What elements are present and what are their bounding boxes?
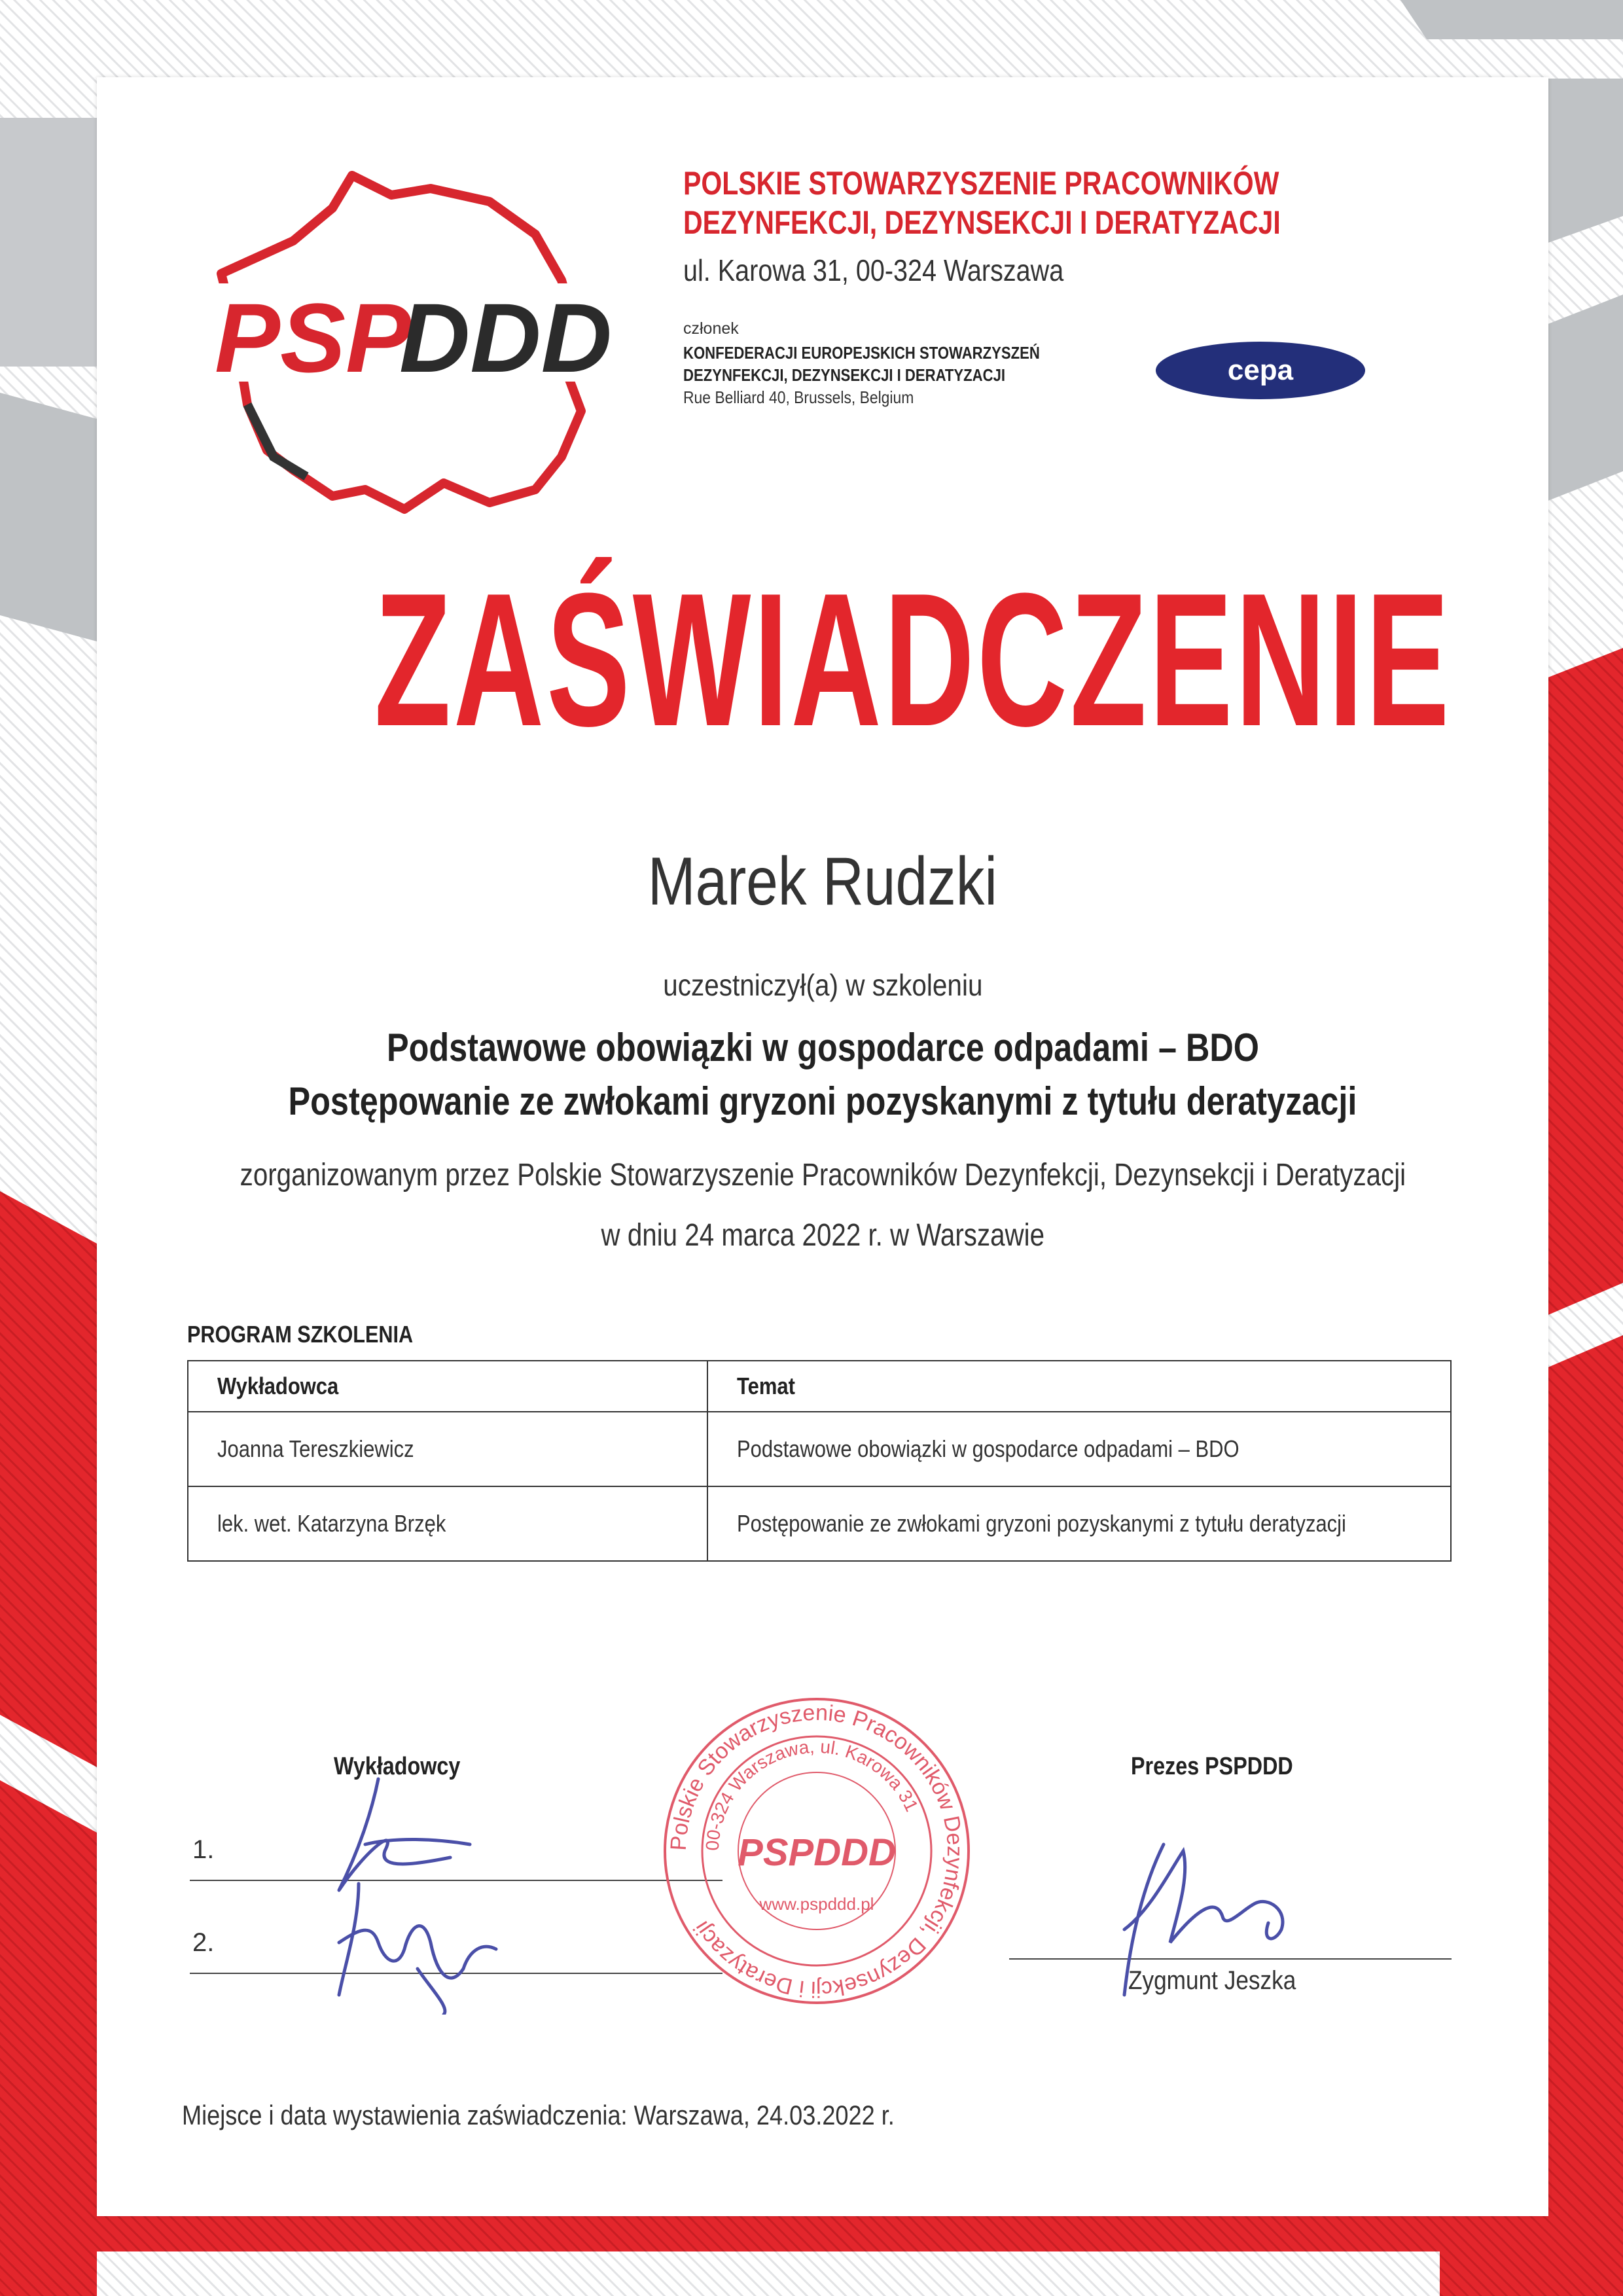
- lecturers-label: Wykładowcy: [334, 1753, 461, 1780]
- org-name: POLSKIE STOWARZYSZENIE PRACOWNIKÓW DEZYNFEKCJI, DEZYNSEKCJI I DERATYZACJI: [683, 165, 1281, 241]
- program-title: PROGRAM SZKOLENIA: [187, 1321, 414, 1348]
- stamp-inner-text: 00-324 Warszawa, ul. Karowa 31: [702, 1736, 923, 1852]
- topic-cell: Postępowanie ze zwłokami gryzoni pozyskanymi z tytułu deratyzacji: [707, 1486, 1451, 1561]
- president-name: Zygmunt Jeszka: [1128, 1966, 1296, 1995]
- course-title-2: Postępowanie ze zwłokami gryzoni pozyskanymi z tytułu deratyzacji: [288, 1079, 1357, 1123]
- cepa-logo: [1154, 339, 1367, 402]
- logo-text-ddd: DDD: [399, 283, 612, 393]
- participated-text: uczestniczył(a) w szkoleniu: [662, 968, 983, 1002]
- logo-text-psp: PSP: [215, 283, 412, 393]
- topic-cell: Podstawowe obowiązki w gospodarce odpadami – BDO: [707, 1412, 1451, 1486]
- signature-2: [319, 1871, 509, 2015]
- certificate-title: ZAŚWIADCZENIE: [374, 554, 1452, 766]
- president-label: Prezes PSPDDD: [1131, 1753, 1293, 1780]
- lecturer-cell: Joanna Tereszkiewicz: [188, 1412, 707, 1486]
- table-row: [188, 1486, 1451, 1561]
- member-label: członek: [683, 319, 739, 338]
- issue-place-date: Miejsce i data wystawienia zaświadczenia: Warszawa, 24.03.2022 r.: [182, 2100, 895, 2130]
- table-header-row: [188, 1361, 1451, 1412]
- stamp-outer-text: Polskie Stowarzyszenie Pracowników Dezynfekcji, Dezynsekcji i Deratyzacji: [666, 1700, 968, 2002]
- program-table: [187, 1360, 1452, 1562]
- pspddd-logo: [195, 162, 620, 529]
- course-title-1: Podstawowe obowiązki w gospodarce odpadami – BDO: [386, 1026, 1259, 1069]
- organized-by: zorganizowanym przez Polskie Stowarzyszenie Pracowników Dezynfekcji, Dezynsekcji i Deratyzacji: [240, 1158, 1406, 1193]
- column-header-topic: Temat: [707, 1361, 1451, 1412]
- certificate-sheet: [97, 77, 1548, 2216]
- table-row: [188, 1412, 1451, 1486]
- cepa-text: cepa: [1227, 354, 1294, 386]
- confederation-address: Rue Belliard 40, Brussels, Belgium: [683, 387, 914, 407]
- signature-line-1-number: 1.: [192, 1835, 215, 1864]
- participant-name: Marek Rudzki: [647, 844, 998, 920]
- lecturer-cell: lek. wet. Katarzyna Brzęk: [188, 1486, 707, 1561]
- stamp-center-text: PSPDDD: [738, 1831, 896, 1874]
- confederation-name: KONFEDERACJI EUROPEJSKICH STOWARZYSZEŃ DEZYNFEKCJI, DEZYNSEKCJI I DERATYZACJI: [683, 343, 1040, 385]
- stamp-url: www.pspddd.pl: [759, 1894, 874, 1914]
- org-address: ul. Karowa 31, 00-324 Warszawa: [683, 253, 1064, 287]
- date-place: w dniu 24 marca 2022 r. w Warszawie: [601, 1218, 1044, 1253]
- official-stamp: [660, 1694, 974, 2008]
- column-header-lecturer: Wykładowca: [188, 1361, 707, 1412]
- signature-line-2-number: 2.: [192, 1928, 215, 1957]
